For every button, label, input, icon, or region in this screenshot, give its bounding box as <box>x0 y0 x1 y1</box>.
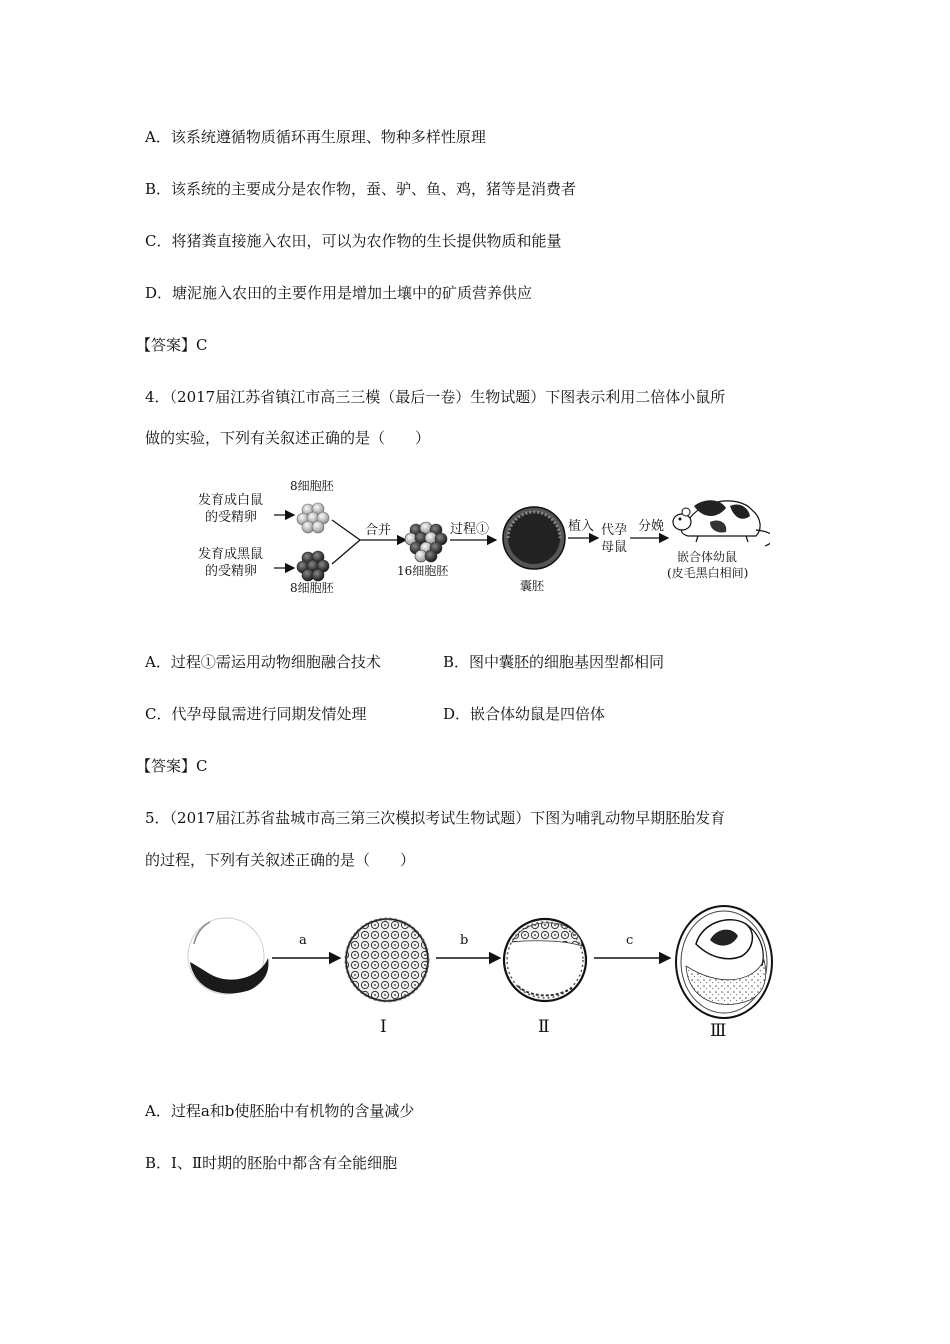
q4-option-b: B．图中囊胚的细胞基因型都相同 <box>443 653 665 671</box>
q3-option-d: D．塘泥施入农田的主要作用是增加土壤中的矿质营养供应 <box>145 284 533 302</box>
q3-option-b: B．该系统的主要成分是农作物，蚕、驴、鱼、鸡，猪等是消费者 <box>145 180 577 198</box>
white-8-cell-embryo <box>297 503 329 533</box>
q4-answer: 【答案】C <box>136 757 208 775</box>
q4-stem-line1: 4．（2017届江苏省镇江市高三三模（最后一卷）生物试题）下图表示利用二倍体小鼠所 <box>145 388 726 406</box>
stage-1-label: Ⅰ <box>380 1017 387 1037</box>
blastocyst-label: 囊胚 <box>520 579 545 593</box>
stage-2-blastocyst <box>504 919 586 1001</box>
surrogate-label-1: 代孕 <box>601 523 628 538</box>
merge-label: 合并 <box>365 523 392 538</box>
q3-option-a: A．该系统遵循物质循环再生原理、物种多样性原理 <box>145 128 486 146</box>
sixteen-cell-embryo <box>405 522 447 562</box>
chimera-label-1: 嵌合体幼鼠 <box>677 550 738 564</box>
q4-stem-line2: 做的实验，下列有关叙述正确的是（ ） <box>145 429 431 447</box>
blastocyst <box>503 507 565 569</box>
zygote <box>188 918 268 994</box>
surrogate-label-2: 母鼠 <box>601 540 628 555</box>
white-egg-label-2: 的受精卵 <box>205 510 258 525</box>
q4-mouse-experiment-figure <box>190 478 770 596</box>
embryo8-bottom-label: 8细胞胚 <box>290 581 334 595</box>
merge-line-bottom <box>332 540 360 564</box>
merge-line-top <box>332 520 360 540</box>
arrow-b-label: b <box>460 933 469 948</box>
q3-answer: 【答案】C <box>136 336 208 354</box>
stage-2-label: Ⅱ <box>538 1017 550 1037</box>
birth-label: 分娩 <box>638 519 665 534</box>
arrow-c-label: c <box>626 933 634 948</box>
q3-option-c: C．将猪粪直接施入农田，可以为农作物的生长提供物质和能量 <box>145 232 562 250</box>
q4-option-a: A．过程①需运用动物细胞融合技术 <box>145 653 381 671</box>
stage-1-morula <box>346 919 428 1001</box>
q5-option-b: B．Ⅰ、Ⅱ时期的胚胎中都含有全能细胞 <box>145 1154 398 1172</box>
q5-option-a: A．过程a和b使胚胎中有机物的含量减少 <box>145 1102 415 1120</box>
q5-stem-line1: 5．（2017届江苏省盐城市高三第三次模拟考试生物试题）下图为哺乳动物早期胚胎发育 <box>145 809 726 827</box>
stage-3-gastrula <box>676 906 772 1018</box>
q5-stem-line2: 的过程，下列有关叙述正确的是（ ） <box>145 851 416 869</box>
black-egg-label-1: 发育成黑鼠 <box>198 547 264 562</box>
q4-option-d: D．嵌合体幼鼠是四倍体 <box>443 705 606 723</box>
embryo8-top-label: 8细胞胚 <box>290 479 334 493</box>
q5-embryo-development-figure <box>180 900 780 1050</box>
chimera-mouse-illustration <box>673 500 770 546</box>
q4-option-c: C．代孕母鼠需进行同期发情处理 <box>145 705 367 723</box>
black-8-cell-embryo <box>297 551 329 581</box>
stage-3-label: Ⅲ <box>710 1021 727 1041</box>
embryo16-label: 16细胞胚 <box>397 564 449 578</box>
arrow-a-label: a <box>299 933 307 948</box>
black-egg-label-2: 的受精卵 <box>205 564 258 579</box>
implant-label: 植入 <box>568 519 595 534</box>
chimera-label-2: (皮毛黑白相间) <box>667 566 749 580</box>
white-egg-label-1: 发育成白鼠 <box>198 493 264 508</box>
process1-label: 过程① <box>450 522 490 537</box>
